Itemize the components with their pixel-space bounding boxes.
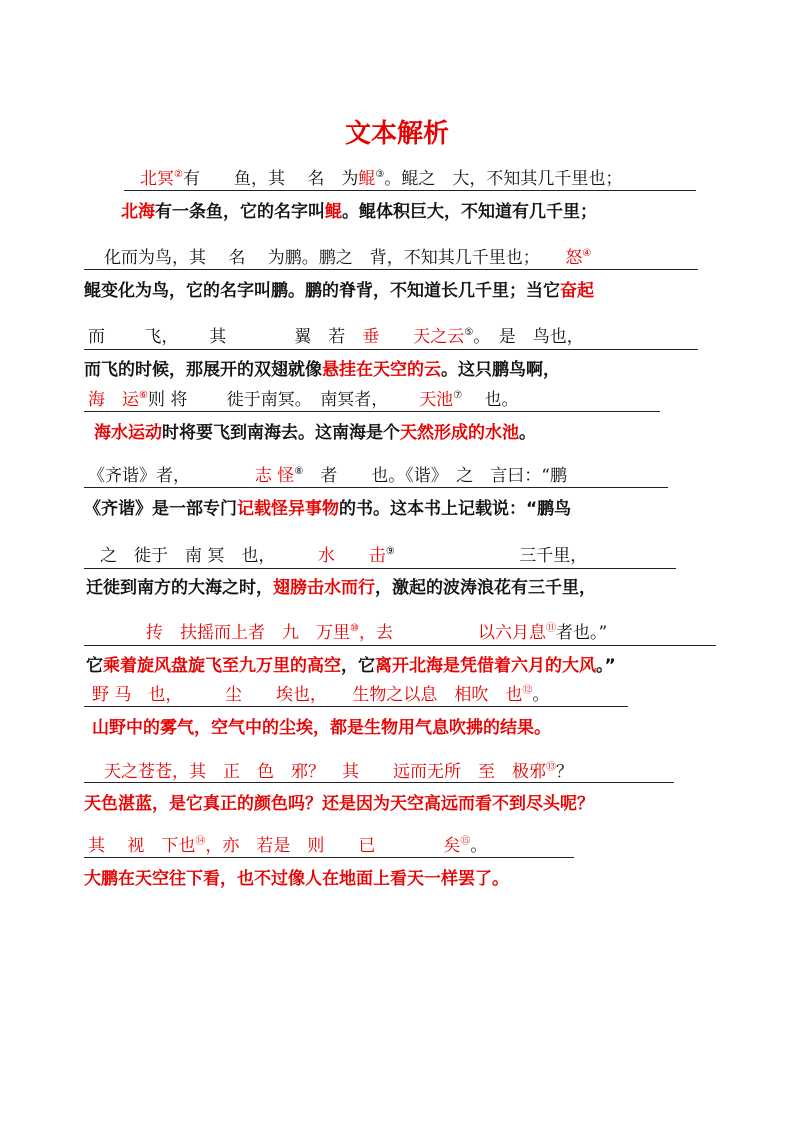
text-segment: 北冥 [140,169,174,189]
footnote-marker: ⑭ [195,836,206,847]
text-segment: 三千里， [394,546,588,566]
underline-rule [84,645,716,646]
footnote-marker: ② [174,169,183,180]
text-segment: 其 视 下也 [88,836,196,856]
footnote-marker: ⑩ [350,623,359,634]
text-segment: ，它 [341,656,375,676]
text-segment: 水 击 [317,546,386,566]
translation-line [86,577,596,599]
footnote-marker: ⑦ [453,390,463,401]
text-segment: 。 [532,685,550,705]
text-segment: 天色湛蓝，是它真正的颜色吗？还是因为天空高远而看不到尽头呢？ [84,794,594,814]
text-segment: 者也。” [555,623,608,643]
footnote-marker: ③ [375,169,385,180]
translation-line [84,793,594,815]
text-segment: 有 鱼，其 名 为 [182,169,359,189]
underline-rule [124,190,696,191]
text-segment: 则 将 徙于南冥。 南冥者， [147,390,420,410]
classical-line [88,390,519,410]
text-segment: 海 运 [88,390,139,410]
text-segment: 野 马 也， 尘 埃也， 生物之以息 相吹 也 [92,685,523,705]
underline-rule [84,782,674,783]
underline-rule [84,568,676,569]
text-segment: 鲲 [325,202,342,222]
text-segment: ？ [556,762,573,782]
page-title: 文本解析 [344,119,449,149]
text-segment: 。鲲之 大，不知其几千里也； [384,169,623,189]
text-segment: 有一条鱼，它的名字叫 [155,202,325,222]
text-segment: 时将要飞到南海去。这南海是个 [162,423,400,443]
classical-line [88,327,584,347]
classical-line [146,623,607,643]
underline-rule [84,269,698,270]
text-segment: 志 怪 [254,466,295,486]
classical-line [92,685,549,705]
classical-line [104,762,573,782]
text-segment: 《齐谐》是一部专门 [84,499,237,519]
text-segment: 乘着旋风盘旋飞至九万里的高空 [103,656,341,676]
text-segment: 者 也。《谐》 之 言曰：“鹏 [303,466,567,486]
text-segment: 。 是 鸟也， [473,327,584,347]
text-segment: 。鲲体积巨大，不知道有几千里； [342,202,597,222]
text-segment: 大鹏在天空往下看，也不过像人在地面上看天一样罢了。 [84,869,509,889]
underline-rule [84,487,668,488]
text-segment: 。” [596,656,616,676]
translation-line [121,201,597,223]
footnote-marker: ⑪ [545,623,556,634]
underline-rule [84,706,628,707]
classical-line [104,248,591,268]
text-segment: 天之苍苍，其 正 色 邪？ 其 远而无所 至 极邪 [104,762,546,782]
footnote-marker: ⑬ [546,762,556,773]
text-segment: 天池 [419,390,454,410]
text-segment: 北海 [121,202,155,222]
translation-line [86,655,616,677]
classical-line [88,836,487,856]
text-segment: 也。 [462,390,519,410]
text-segment: 翅膀击水而行 [273,578,375,598]
underline-rule [84,857,574,858]
text-segment: 它 [86,656,103,676]
translation-line [84,359,560,381]
text-segment: 。 [519,423,536,443]
footnote-marker: ④ [582,248,592,259]
footnote-marker: ⑫ [522,685,533,696]
text-segment: ，去 以六月息 [358,623,546,643]
classical-line [140,169,622,189]
translation-line [84,280,594,302]
text-segment: ，激起的波涛浪花有三千里， [375,578,596,598]
translation-line [92,717,551,739]
text-segment: 抟 扶摇而上者 九 万里 [146,623,350,643]
text-segment: 而 飞， 其 翼 若 [88,327,363,347]
footnote-marker: ⑮ [460,836,471,847]
underline-rule [84,349,698,350]
translation-line [94,422,536,444]
text-segment: 而飞的时候，那展开的双翅就像 [84,360,322,380]
text-segment: 。 [470,836,488,856]
footnote-marker: ⑨ [385,546,395,557]
text-segment: 记载怪异事物 [237,499,339,519]
text-segment: 天然形成的水池 [400,423,519,443]
text-segment: 迁徙到南方的大海之时， [86,578,273,598]
classical-line [100,546,587,566]
classical-line [88,466,567,486]
translation-line [84,498,571,520]
text-segment: 海水运动 [94,423,162,443]
text-segment: 《齐谐》者， [88,466,255,486]
text-segment: 鲲 [358,169,376,189]
text-segment: 垂 天之云 [362,327,465,347]
text-segment: 山野中的雾气，空气中的尘埃，都是生物用气息吹拂的结果。 [92,718,551,738]
text-segment: 离开北海是凭借着六月的大风 [375,656,596,676]
text-segment: 鲲变化为鸟，它的名字叫鹏。鹏的脊背，不知道长几千里；当它 [84,281,560,301]
text-segment: 悬挂在天空的云 [322,360,441,380]
text-segment: 化而为鸟，其 名 为鹏。鹏之 背，不知其几千里也； [104,248,566,268]
text-segment: 怒 [565,248,583,268]
text-segment: 奋起 [560,281,594,301]
underline-rule [84,411,660,412]
footnote-marker: ⑥ [139,390,148,401]
footnote-marker: ⑤ [464,327,474,338]
footnote-marker: ⑧ [294,466,304,477]
text-segment: ，亦 若是 则 已 矣 [205,836,461,856]
text-segment: 之 徙于 南 冥 也， [100,546,318,566]
translation-line [84,868,509,890]
text-segment: 。这只鹏鸟啊， [441,360,560,380]
text-segment: 的书。这本书上记载说：“鹏鸟 [339,499,572,519]
